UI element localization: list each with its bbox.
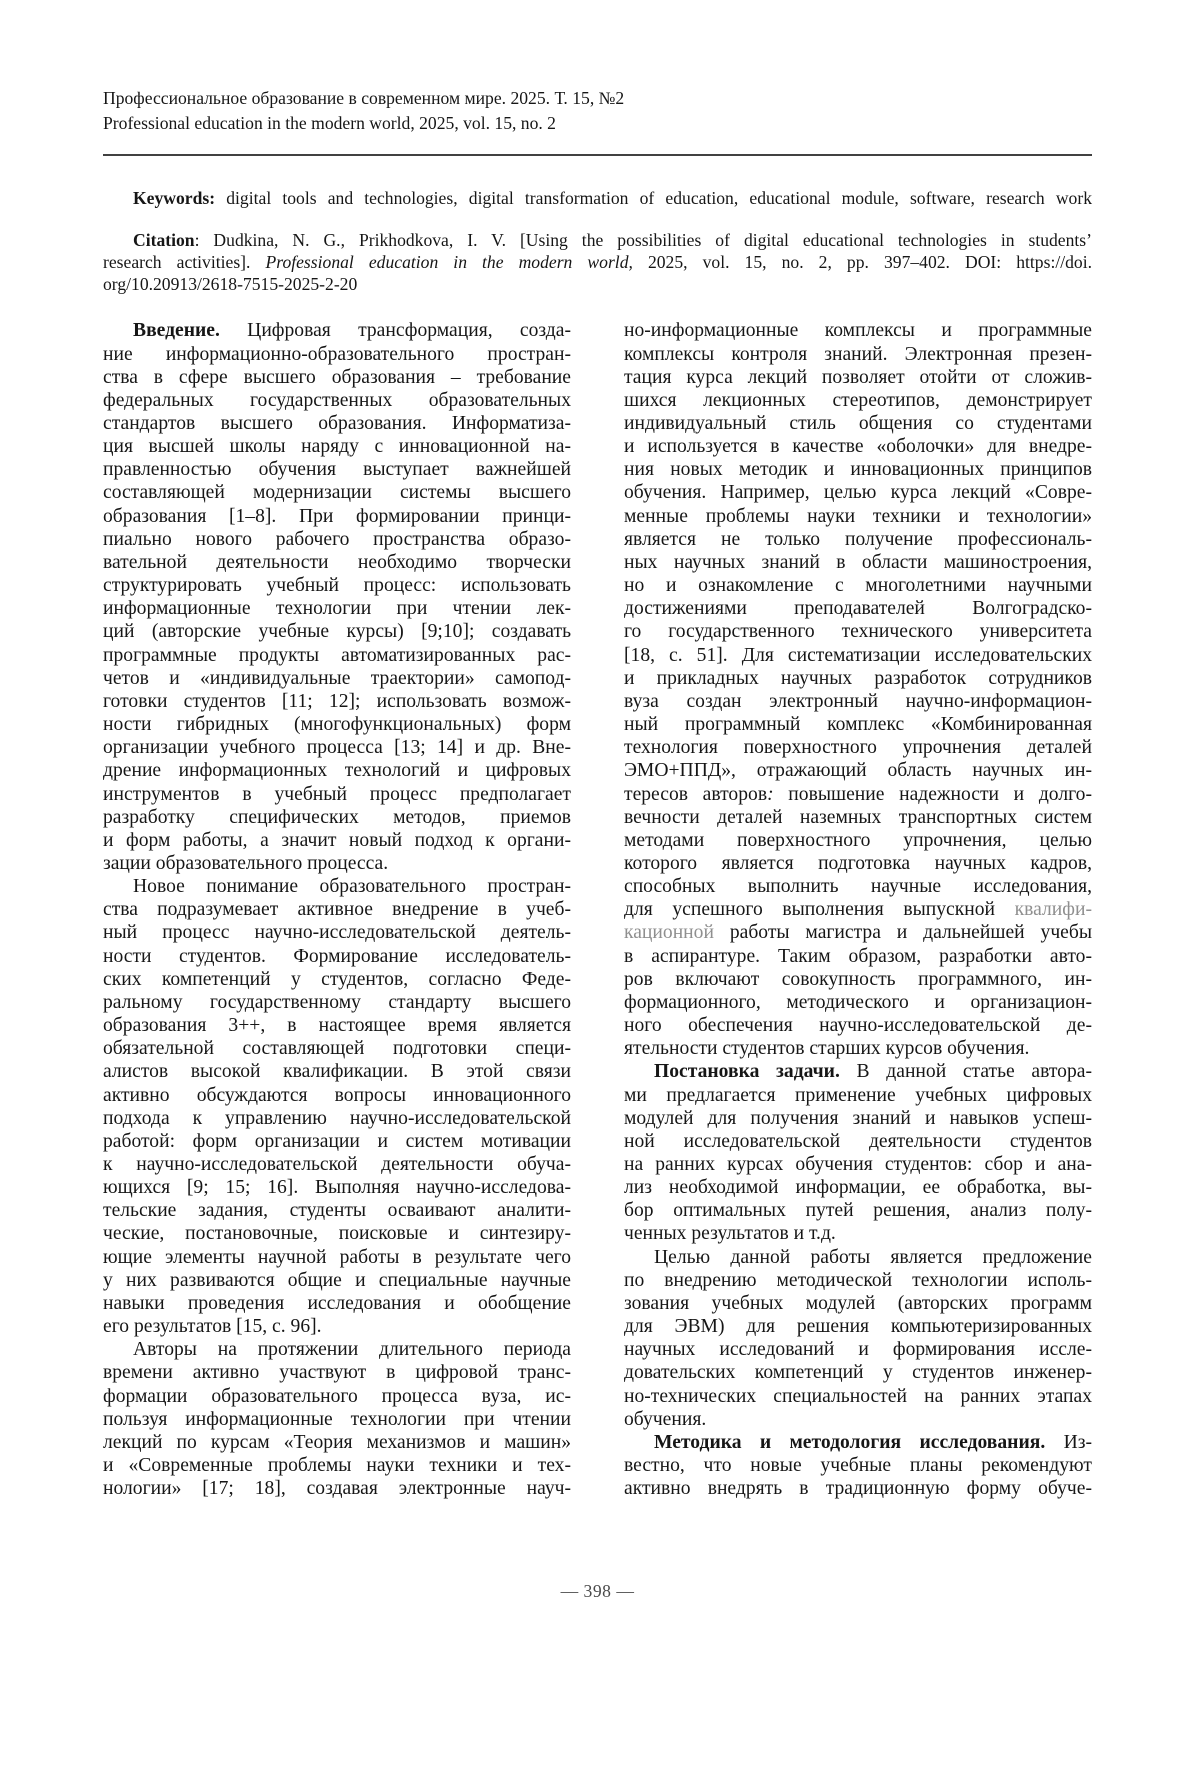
article-body (103, 319, 1092, 1500)
text-line: методами поверхностного упрочнения, целью (624, 829, 1092, 851)
paragraph (624, 1060, 1092, 1245)
text-line: и прикладных научных разработок сотрудников (624, 667, 1092, 689)
text-line: навыки проведения исследования и обобщение (103, 1292, 571, 1314)
text-line: тация курса лекций позволяет отойти от сложив- (624, 366, 1092, 388)
text-line: Новое понимание образовательного простран- (133, 876, 571, 898)
text-line (103, 187, 1092, 209)
text-line: ный программный комплекс «Комбинированная (624, 714, 1092, 736)
text-line (103, 230, 1092, 252)
text-line: алистов высокой квалификации. В этой связи (103, 1061, 571, 1083)
text-line: ности гибридных (многофункциональных) форм (103, 714, 571, 736)
text-line: ного обеспечения научно-исследовательской де- (624, 1015, 1092, 1037)
text-segment: Keywords: (133, 188, 216, 208)
text-line: инструментов в учебный процесс предполагает (103, 783, 571, 805)
text-line: ства в сфере высшего образования – требование (103, 366, 571, 388)
text-line: которого является подготовка научных кадров, (624, 852, 1092, 874)
text-line: активно обсуждаются вопросы инновационного (103, 1084, 571, 1106)
text-line: шихся лекционных стереотипов, демонстрирует (624, 389, 1092, 411)
text-line: модулей для получения знаний и навыков успеш- (624, 1107, 1092, 1129)
header-divider (103, 154, 1092, 156)
text-line: структурировать учебный процесс: использовать (103, 575, 571, 597)
text-line: подхода к управлению научно-исследовательской (103, 1107, 571, 1129)
text-line: бор оптимальных путей решения, анализ полу- (624, 1200, 1092, 1222)
paragraph (103, 230, 1092, 295)
text-line: вестно, что новые учебные планы рекомендуют (624, 1455, 1092, 1477)
article-page (0, 86, 1200, 1783)
text-line: формации образовательного процесса вуза, ис- (103, 1385, 571, 1407)
text-line: ских компетенций у студентов, согласно Феде- (103, 968, 571, 990)
text-line: лиз необходимой информации, ее обработка, вы- (624, 1177, 1092, 1199)
page-number: — 398 — (560, 1581, 635, 1602)
text-line: технология поверхностного упрочнения деталей (624, 737, 1092, 759)
text-line (624, 898, 1092, 921)
text-line: го государственного технического университета (624, 621, 1092, 643)
text-line: его результатов [15, с. 96]. (103, 1316, 322, 1338)
paragraph (103, 1338, 571, 1500)
text-line: правленностью обучения выступает важнейшей (103, 459, 571, 481)
text-line: ния новых методик и инновационных принципов (624, 459, 1092, 481)
paragraph (103, 187, 1092, 209)
paragraph (624, 319, 1092, 1060)
text-line: образования [1–8]. При формировании принци- (103, 505, 571, 527)
keywords-block (103, 187, 1092, 209)
text-line: лекций по курсам «Теория механизмов и машин» (103, 1431, 571, 1453)
text-line: ятельности студентов старших курсов обучения. (624, 1038, 1030, 1060)
text-line: обучения. Например, целью курса лекций «Совре- (624, 482, 1092, 504)
text-line: [18, с. 51]. Для систематизации исследовательских (624, 644, 1092, 666)
citation-block (103, 230, 1092, 295)
text-line (103, 252, 1092, 274)
text-line: довательских компетенций у студентов инженер- (624, 1362, 1092, 1384)
text-segment: : Dudkina, N. G., Prikhodkova, I. V. [Using the possibilities of digital educational technologies in students’ (194, 230, 1092, 250)
text-line: и форм работы, а значит новый подход к органи- (103, 829, 571, 851)
text-line: работой: форм организации и систем мотивации (103, 1130, 571, 1152)
journal-title-en: Professional education in the modern world, 2025, vol. 15, no. 2 (103, 113, 556, 133)
text-line (103, 274, 1092, 296)
text-line: ющихся [9; 15; 16]. Выполняя научно-исследова- (103, 1177, 571, 1199)
text-line: ЭМО+ППД», отражающий область научных ин- (624, 760, 1092, 782)
text-line: и используется в качестве «оболочки» для внедре- (624, 436, 1092, 458)
text-segment: Методика и методология исследования. (654, 1431, 1046, 1453)
text-line: стандартов высшего образования. Информатиза- (103, 413, 571, 435)
text-line: информационные технологии при чтении лек- (103, 598, 571, 620)
text-line: к научно-исследовательской деятельности обуча- (103, 1154, 571, 1176)
text-line: пользуя информационные технологии при чтении (103, 1408, 571, 1430)
text-line: программные продукты автоматизированных рас- (103, 644, 571, 666)
text-line: организации учебного процесса [13; 14] и др. Вне- (103, 737, 571, 759)
text-line: обязательной составляющей подготовки специ- (103, 1038, 571, 1060)
text-line: времени активно участвуют в цифровой транс- (103, 1362, 571, 1384)
text-line: ных научных знаний в области машиностроения, (624, 551, 1092, 573)
text-line (624, 921, 1092, 944)
text-line: зации образовательного процесса. (103, 852, 389, 874)
text-line: в аспирантуре. Таким образом, разработки авто- (624, 945, 1092, 967)
left-column (103, 319, 571, 1500)
text-line: вуза создан электронный научно-информацион- (624, 690, 1092, 712)
text-line: но-технических специальностей на ранних этапах (624, 1385, 1092, 1407)
right-column (624, 319, 1092, 1500)
text-line: но и ознакомление с многолетними научными (624, 575, 1092, 597)
text-line: является не только получение профессиональ- (624, 528, 1092, 550)
text-line: составляющей модернизации системы высшего (103, 482, 571, 504)
text-segment: работы магистра и дальнейшей учебы (713, 922, 1092, 944)
text-line: пиально нового рабочего пространства образо- (103, 528, 571, 550)
text-line: ющие элементы научной работы в результате чего (103, 1246, 571, 1268)
text-line: по внедрению методической технологии исполь- (624, 1269, 1092, 1291)
text-line: Целью данной работы является предложение (654, 1246, 1092, 1268)
text-segment: квалифи- (1014, 899, 1092, 921)
text-segment: тересов авторов (624, 783, 768, 805)
text-line: ный процесс научно-исследовательской деятель- (103, 922, 571, 944)
text-line: формационного, методического и организацион- (624, 991, 1092, 1013)
text-line: Авторы на протяжении длительного периода (133, 1339, 571, 1361)
text-line: ров включают совокупность программного, ин- (624, 968, 1092, 990)
text-line: образования 3++, в настоящее время является (103, 1015, 571, 1037)
text-segment: В данной статье автора- (839, 1061, 1092, 1083)
paragraph (103, 875, 571, 1338)
text-segment: : (767, 783, 774, 805)
journal-title-ru: Профессиональное образование в современном мире. 2025. Т. 15, №2 (103, 88, 625, 108)
text-line: активно внедрять в традиционную форму обуче- (624, 1478, 1092, 1500)
text-line: ние информационно-образовательного простран- (103, 343, 571, 365)
text-line: разработку специфических методов, приемов (103, 806, 571, 828)
text-segment: org/10.20913/2618-7515-2025-2-20 (103, 273, 358, 294)
text-segment: research activities]. (103, 251, 266, 272)
text-segment: кационной (624, 922, 714, 944)
text-segment: для успешного выполнения выпускной (624, 899, 1015, 921)
text-segment: Из- (1045, 1431, 1092, 1453)
text-segment: Введение. (133, 320, 220, 342)
text-line: научных исследований и формирования иссле- (624, 1339, 1092, 1361)
text-line: ной исследовательской деятельности студентов (624, 1130, 1092, 1152)
text-line: менные проблемы науки техники и технологии» (624, 505, 1092, 527)
text-segment: повышение надежности и долго- (773, 783, 1092, 805)
text-line: тельские задания, студенты осваивают аналити- (103, 1200, 571, 1222)
text-line: вательной деятельности необходимо творчески (103, 551, 571, 573)
text-line: ческие, постановочные, поисковые и синтезиру- (103, 1223, 571, 1245)
text-line: индивидуальный стиль общения со студентами (624, 413, 1092, 435)
text-line: обучения. (624, 1408, 707, 1430)
text-line: и «Современные проблемы науки техники и тех- (103, 1455, 571, 1477)
text-line (103, 319, 571, 342)
text-line: ральному государственному стандарту высшего (103, 991, 571, 1013)
text-line: дрение информационных технологий и цифровых (103, 760, 571, 782)
text-line: способных выполнить научные исследования, (624, 876, 1092, 898)
text-line: готовки студентов [11; 12]; использовать возмож- (103, 690, 571, 712)
text-line: комплексы контроля знаний. Электронная презен- (624, 343, 1092, 365)
text-line: нологии» [17; 18], создавая электронные науч- (103, 1478, 571, 1500)
text-line (624, 783, 1092, 806)
text-segment: Цифровая трансформация, созда- (219, 320, 571, 342)
text-line: у них развиваются общие и специальные научные (103, 1269, 571, 1291)
text-segment: Постановка задачи. (654, 1061, 840, 1083)
journal-header (103, 86, 1092, 136)
paragraph (103, 319, 571, 875)
paragraph (624, 1246, 1092, 1431)
text-line: для ЭВМ) для решения компьютеризированных (624, 1316, 1092, 1338)
text-line: ция высшей школы наряду с инновационной на- (103, 436, 571, 458)
text-segment: digital tools and technologies, digital transformation of education, educational module, software, research work (215, 188, 1092, 208)
text-line: ми предлагается применение учебных цифровых (624, 1084, 1092, 1106)
text-line: вечности деталей наземных транспортных систем (624, 806, 1092, 828)
text-line (624, 1060, 1092, 1083)
text-line: федеральных государственных образовательных (103, 389, 571, 411)
text-segment: Professional education in the modern world, (265, 251, 633, 272)
text-segment: 2025, vol. 15, no. 2, pp. 397–402. DOI: https://doi. (632, 251, 1092, 272)
text-line: на ранних курсах обучения студентов: сбор и ана- (624, 1154, 1092, 1176)
text-line: зования учебных модулей (авторских программ (624, 1292, 1092, 1314)
paragraph (624, 1431, 1092, 1500)
text-line: достижениями преподавателей Волгоградско- (624, 598, 1092, 620)
text-line (624, 1431, 1092, 1454)
text-line: ности студентов. Формирование исследователь- (103, 945, 571, 967)
text-line: ций (авторские учебные курсы) [9;10]; создавать (103, 621, 571, 643)
text-line: ства подразумевает активное внедрение в учеб- (103, 899, 571, 921)
text-line: но-информационные комплексы и программные (624, 320, 1092, 342)
text-line: четов и «индивидуальные траектории» самопод- (103, 667, 571, 689)
text-line: ченных результатов и т.д. (624, 1223, 836, 1245)
text-segment: Citation (133, 230, 195, 250)
